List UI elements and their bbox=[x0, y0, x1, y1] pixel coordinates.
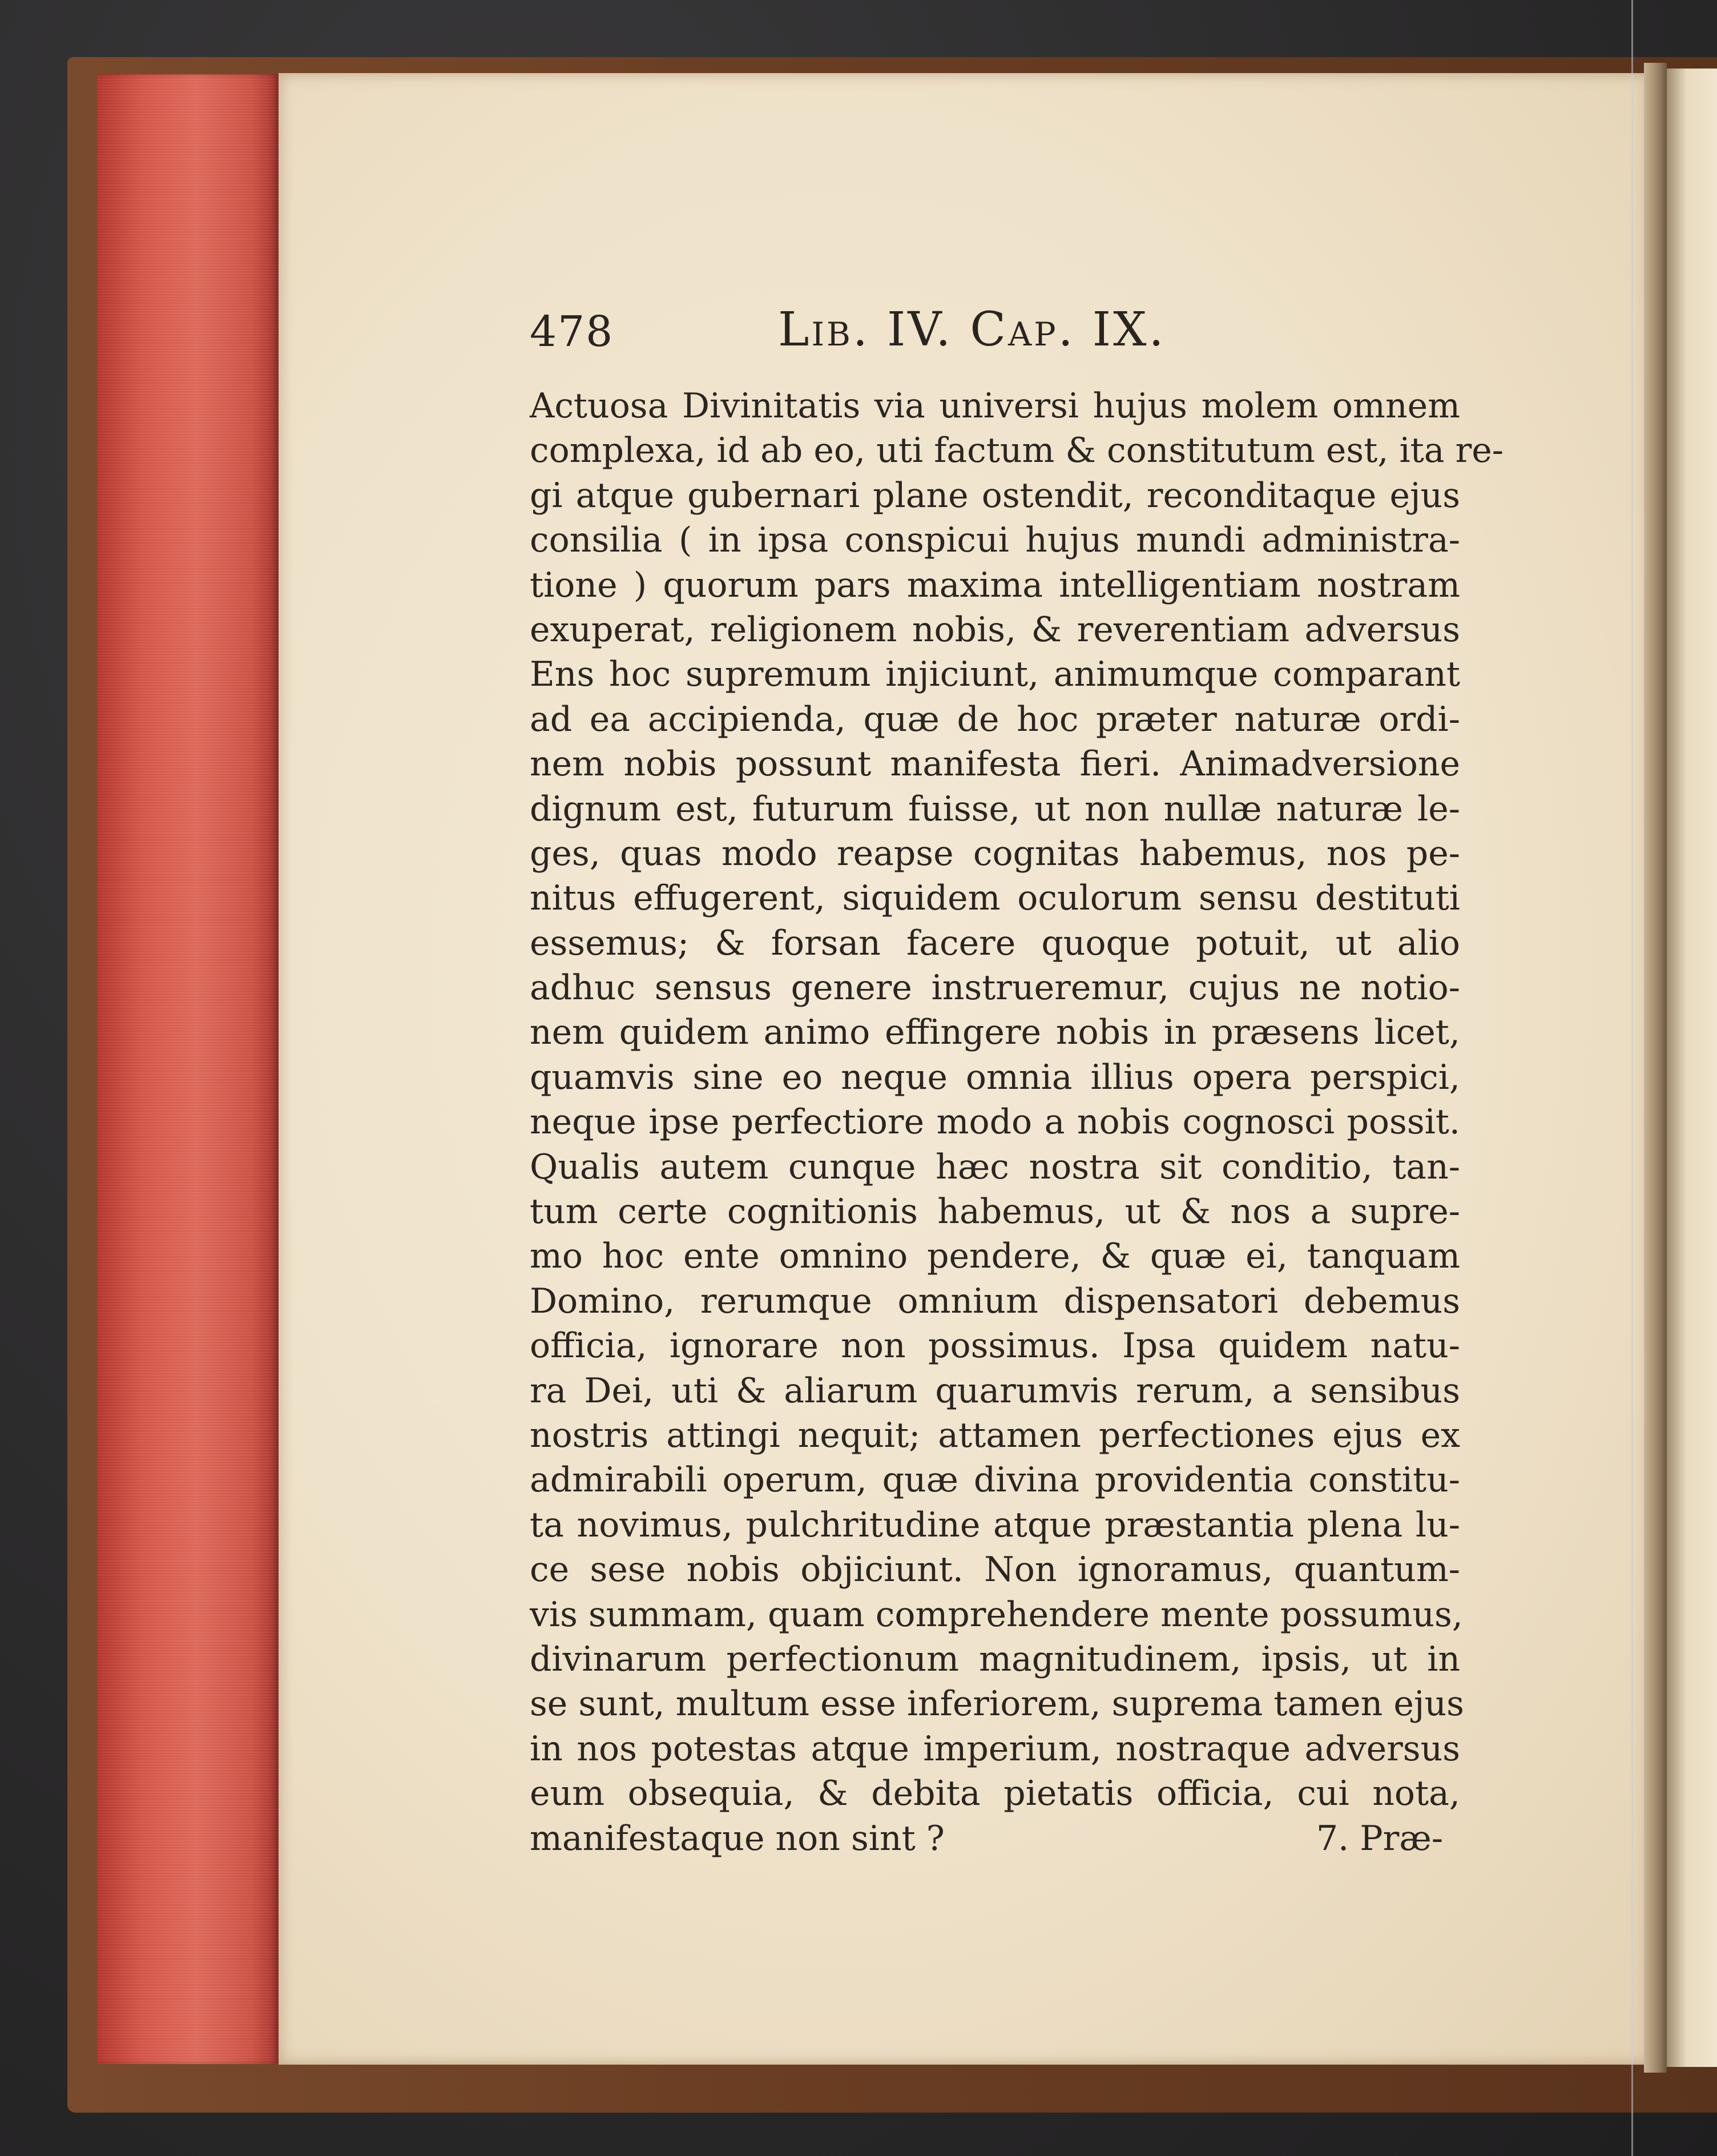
running-head: Lib. IV. Cap. IX. bbox=[778, 303, 1166, 357]
text-line: vis summam, quam comprehendere mente possumus, bbox=[530, 1594, 1463, 1635]
text-line: consilia ( in ipsa conspicui hujus mundi administra- bbox=[530, 520, 1460, 561]
text-line: divinarum perfectionum magnitudinem, ipsis, ut in bbox=[530, 1639, 1460, 1679]
text-line: ce sese nobis objiciunt. Non ignoramus, quantum- bbox=[530, 1550, 1460, 1590]
text-line: Qualis autem cunque hæc nostra sit conditio, tan- bbox=[530, 1147, 1460, 1187]
page-number: 478 bbox=[530, 307, 614, 356]
text-line: tum certe cognitionis habemus, ut & nos a supre- bbox=[530, 1192, 1460, 1232]
page-header bbox=[530, 303, 1477, 371]
text-line: se sunt, multum esse inferiorem, suprema tamen ejus bbox=[530, 1684, 1464, 1724]
text-line: neque ipse perfectiore modo a nobis cognosci possit. bbox=[530, 1102, 1460, 1143]
text-line: admirabili operum, quæ divina providentia constitu- bbox=[530, 1460, 1460, 1501]
text-line: mo hoc ente omnino pendere, & quæ ei, tanquam bbox=[530, 1236, 1460, 1277]
text-line: nostris attingi nequit; attamen perfectiones ejus ex bbox=[530, 1415, 1460, 1455]
text-line: essemus; & forsan facere quoque potuit, ut alio bbox=[530, 923, 1460, 963]
book-gutter bbox=[1644, 63, 1667, 2073]
text-line: nitus effugerent, siquidem oculorum sensu destituti bbox=[530, 878, 1460, 919]
text-line: gi atque gubernari plane ostendit, reconditaque ejus bbox=[530, 475, 1460, 516]
text-line: ta novimus, pulchritudine atque præstantia plena lu- bbox=[530, 1505, 1460, 1545]
text-line: exuperat, religionem nobis, & reverentiam adversus bbox=[530, 609, 1460, 650]
facing-page-edge bbox=[1667, 69, 1717, 2067]
text-line: in nos potestas atque imperium, nostraque adversus bbox=[530, 1728, 1460, 1769]
text-line: complexa, id ab eo, uti factum & constitutum est, ita re- bbox=[530, 431, 1504, 471]
text-line: eum obsequia, & debita pietatis officia, cui nota, bbox=[530, 1773, 1460, 1814]
text-line: Ens hoc supremum injiciunt, animumque comparant bbox=[530, 654, 1460, 695]
text-line: manifestaque non sint ? bbox=[530, 1818, 945, 1859]
text-line: tione ) quorum pars maxima intelligentiam nostram bbox=[530, 565, 1460, 605]
text-line: officia, ignorare non possimus. Ipsa quidem natu- bbox=[530, 1326, 1460, 1366]
catchword: 7. Præ- bbox=[1316, 1818, 1443, 1859]
text-line: adhuc sensus genere instrueremur, cujus ne notio- bbox=[530, 968, 1460, 1008]
text-line: Domino, rerumque omnium dispensatori debemus bbox=[530, 1281, 1460, 1321]
text-line: nem quidem animo effingere nobis in præsens licet, bbox=[530, 1012, 1460, 1053]
text-line: ra Dei, uti & aliarum quarumvis rerum, a sensibus bbox=[530, 1370, 1460, 1411]
text-line: Actuosa Divinitatis via universi hujus molem omnem bbox=[530, 386, 1460, 426]
final-line bbox=[530, 1816, 1460, 1861]
text-line: dignum est, futurum fuisse, ut non nullæ naturæ le- bbox=[530, 789, 1460, 829]
page-body-text bbox=[530, 384, 1504, 1861]
glass-plate-edge bbox=[1631, 0, 1633, 2156]
text-line: quamvis sine eo neque omnia illius opera perspici, bbox=[530, 1057, 1460, 1097]
text-line: ges, quas modo reapse cognitas habemus, nos pe- bbox=[530, 833, 1460, 874]
red-page-edge bbox=[97, 74, 279, 2064]
text-line: ad ea accipienda, quæ de hoc præter naturæ ordi- bbox=[530, 699, 1460, 739]
text-line: nem nobis possunt manifesta fieri. Animadversione bbox=[530, 744, 1460, 785]
